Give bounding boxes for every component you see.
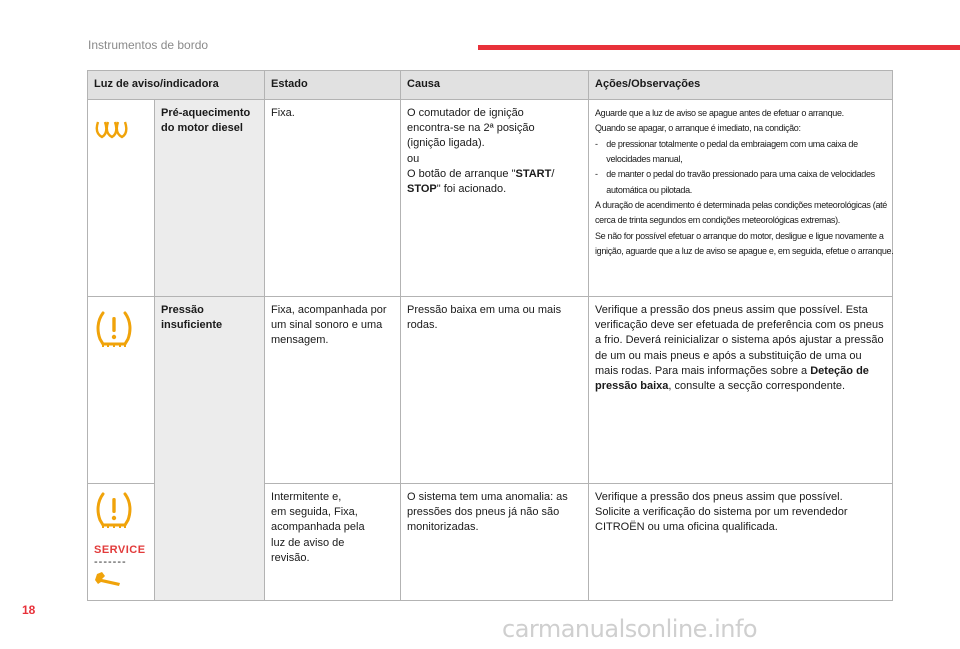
column-header-light: Luz de aviso/indicadora	[88, 71, 265, 100]
actions-text	[595, 106, 894, 259]
state-cell: Fixa, acompanhada por um sinal sonoro e uma mensagem.	[265, 297, 401, 484]
watermark: carmanualsonline.info	[502, 615, 758, 643]
cause-line	[407, 167, 582, 197]
column-header-state: Estado	[265, 71, 401, 100]
list-item-text: de pressionar totalmente o pedal da embraiagem com uma caixa de velocidades manual,	[606, 138, 858, 166]
cause-cell: O sistema tem uma anomalia: as pressões dos pneus já não são monitorizadas.	[401, 484, 589, 601]
icon-cell	[88, 484, 155, 601]
state-cell	[265, 484, 401, 601]
cause-line: (ignição ligada).	[407, 137, 485, 150]
list-dash: -	[595, 138, 598, 150]
icon-cell	[88, 100, 155, 297]
cause-text: O botão de arranque "	[407, 167, 516, 180]
actions-cell	[589, 484, 893, 601]
actions-text: Verifique a pressão dos pneus assim que possível. Esta verificação deve ser efetuada de preferência com os pneus a frio. Deverá reinicializar o sistema após ajustar a pressão de um ou mais pneus e após a substituição de uma ou mais rodas. Para mais informações sobre a	[595, 304, 884, 377]
cause-cell: Pressão baixa em uma ou mais rodas.	[401, 297, 589, 484]
table-row	[88, 100, 893, 297]
actions-line: Verifique a pressão dos pneus assim que possível.	[595, 491, 843, 503]
list-item	[595, 167, 894, 198]
tyre-pressure-icon	[94, 309, 134, 349]
page-section-title: Instrumentos de bordo	[88, 38, 209, 52]
actions-line: A duração de acendimento é determinada pelas condições meteorológicas (até cerca de trinta segundos em condições meteorológicas extremas).	[595, 200, 888, 227]
actions-cell	[589, 100, 893, 297]
accent-bar	[478, 45, 960, 50]
column-header-cause: Causa	[401, 71, 589, 100]
actions-line: Aguarde que a luz de aviso se apague antes de efetuar o arranque.	[595, 108, 844, 119]
start-label: START	[515, 167, 552, 180]
table-row	[88, 297, 893, 484]
warning-lights-table	[87, 70, 893, 601]
table-header-row	[88, 71, 893, 100]
cause-text: /	[551, 167, 555, 180]
list-item-text: de manter o pedal do travão pressionado para uma caixa de velocidades automática ou pilotada.	[606, 169, 875, 196]
light-name: Pressão insuficiente	[155, 297, 265, 601]
state-cell: Fixa.	[265, 100, 401, 297]
icon-cell	[88, 297, 155, 484]
service-label: SERVICE	[94, 544, 146, 557]
state-line: acompanhada pela	[271, 521, 365, 534]
state-line: luz de aviso de	[271, 536, 345, 549]
cause-cell	[401, 100, 589, 297]
list-dash: -	[595, 169, 598, 181]
actions-text: , consulte a secção correspondente.	[668, 379, 846, 392]
glow-plug-icon	[94, 118, 128, 142]
stop-label: STOP	[407, 182, 437, 195]
cause-text: " foi acionado.	[436, 182, 507, 195]
light-name: Pré-aquecimento do motor diesel	[155, 100, 265, 297]
tyre-pressure-icon	[94, 490, 134, 530]
actions-line: Quando se apagar, o arranque é imediato, na condição:	[595, 123, 801, 135]
state-line: Intermitente e,	[271, 491, 342, 503]
actions-line: CITROËN ou uma oficina qualificada.	[595, 521, 778, 534]
column-header-actions: Ações/Observações	[589, 71, 893, 100]
actions-line: Solicite a verificação do sistema por um revendedor	[595, 506, 848, 519]
state-line: revisão.	[271, 551, 310, 564]
page-number: 18	[22, 603, 36, 617]
state-line: em seguida, Fixa,	[271, 506, 358, 519]
actions-line: Se não for possível efetuar o arranque do motor, desligue e ligue novamente a ignição, aguarde que a luz de aviso se apague e, em seguida, efetue o arranque.	[595, 230, 894, 258]
cause-line: ou	[407, 152, 420, 165]
cause-line: O comutador de ignição	[407, 107, 524, 119]
actions-bold-link: Deteção de pressão baixa	[595, 364, 869, 392]
list-item	[595, 137, 894, 168]
actions-cell	[589, 297, 893, 484]
cause-line: encontra-se na 2ª posição	[407, 122, 535, 135]
service-wrench-icon	[94, 570, 124, 588]
service-dashes: -------	[94, 556, 127, 569]
